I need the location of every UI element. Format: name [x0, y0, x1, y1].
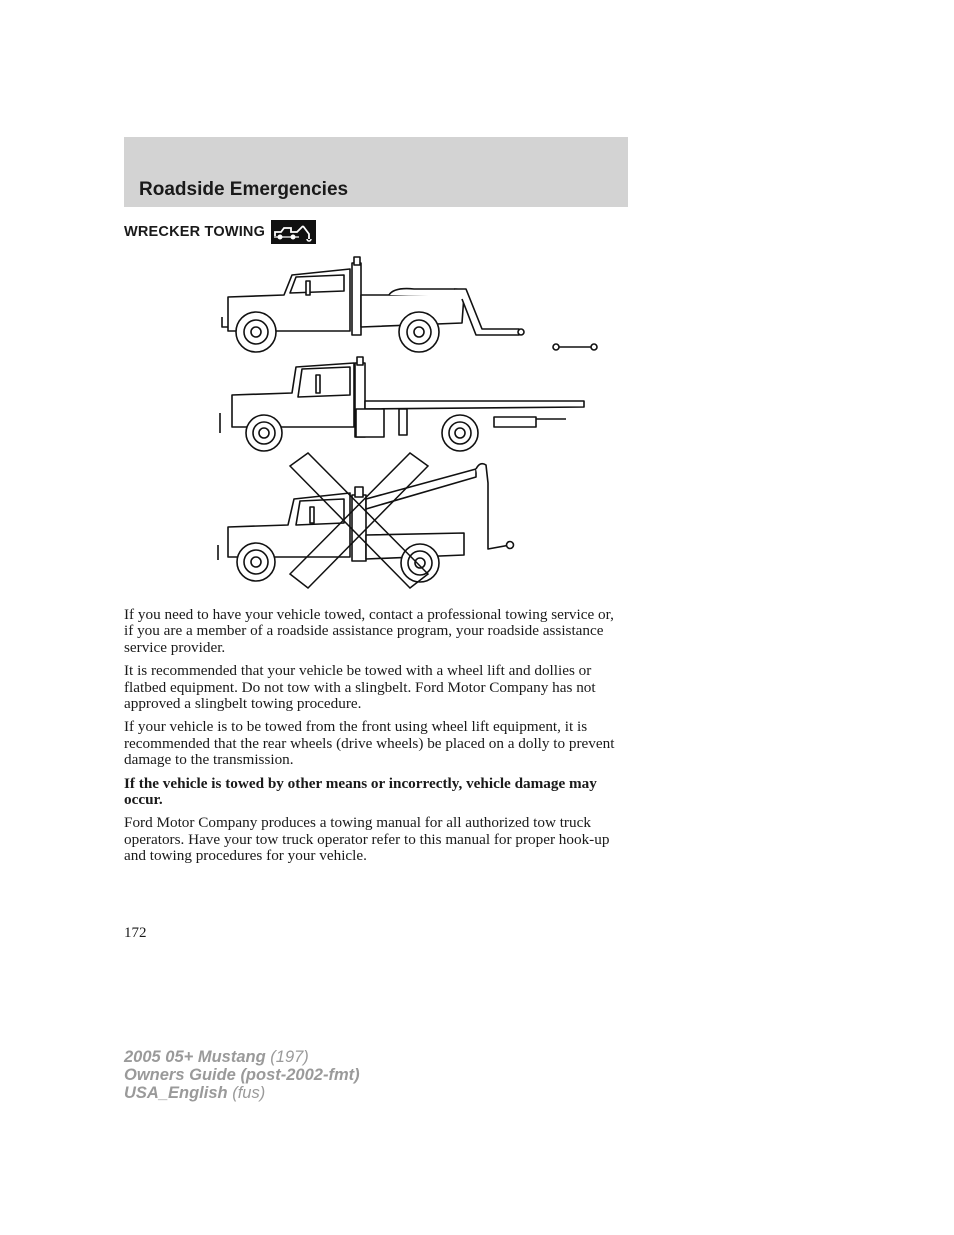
paragraph-wheel-lift: If your vehicle is to be towed from the front using wheel lift equipment, it is recommended that the rear wheels (drive wheels) be placed on a dolly to prevent damage to the transmission.	[124, 718, 615, 769]
paragraph-warning: If the vehicle is towed by other means or incorrectly, vehicle damage may occur.	[124, 774, 597, 809]
footer-line-1: 2005 05+ Mustang (197)	[124, 1048, 309, 1066]
paragraph-towing-contact: If you need to have your vehicle towed, contact a professional towing service or, if you are a member of a roadside assistance program, your roadside assistance service provider.	[124, 606, 614, 656]
section-heading	[124, 220, 316, 244]
paragraph-towing-equipment: It is recommended that your vehicle be towed with a wheel lift and dollies or flatbed equipment. Do not tow with a slingbelt. Ford Motor Company has not approved a slingbelt towing procedure.	[124, 662, 596, 713]
footer	[124, 1048, 360, 1102]
section-heading-text: WRECKER TOWING	[124, 224, 266, 240]
wheel-lift-truck	[222, 257, 597, 352]
tow-truck-icon	[271, 220, 316, 244]
slingbelt-truck	[218, 464, 514, 582]
flatbed-truck	[220, 357, 584, 451]
footer-line-3: USA_English (fus)	[124, 1084, 266, 1102]
page-number: 172	[124, 925, 147, 941]
body-text	[124, 607, 624, 872]
page-title: Roadside Emergencies	[139, 179, 349, 200]
header-band	[124, 137, 628, 207]
towing-illustration	[214, 255, 604, 590]
footer-line-2: Owners Guide (post-2002-fmt)	[124, 1066, 360, 1084]
paragraph-towing-manual: Ford Motor Company produces a towing manual for all authorized tow truck operators. Have your tow truck operator refer to this manual for proper hook-up and towing procedures for your vehicle.	[124, 814, 610, 865]
